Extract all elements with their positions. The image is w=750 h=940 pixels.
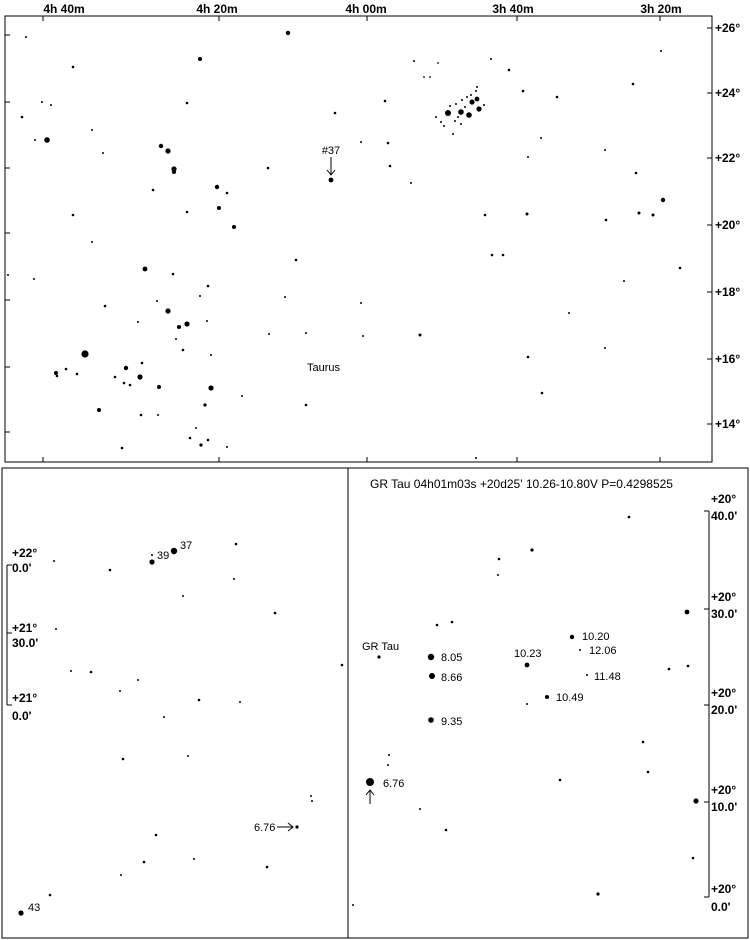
right-dec-deg-4: +20° xyxy=(711,783,737,797)
dec-label-20: +20° xyxy=(715,218,741,232)
right-dec-deg-5: +20° xyxy=(711,882,737,896)
dec-ticks xyxy=(5,28,712,432)
left-dec-min-1: 0.0' xyxy=(12,561,32,575)
mag-label-1023: 10.23 xyxy=(514,648,542,660)
zoom-chart-right xyxy=(348,468,748,938)
variable-star-label: GR Tau xyxy=(362,641,400,653)
right-dec-deg-1: +20° xyxy=(711,492,737,506)
left-stars xyxy=(18,543,343,916)
ra-label-4h00m: 4h 00m xyxy=(345,2,387,16)
left-dec-min-2: 30.0' xyxy=(12,636,39,650)
zoom-chart-left xyxy=(2,468,348,938)
star-label-37: 37 xyxy=(180,540,193,552)
ra-label-3h20m: 3h 20m xyxy=(640,2,682,16)
right-dec-deg-2: +20° xyxy=(711,590,737,604)
mag-label-1049: 10.49 xyxy=(556,692,584,704)
ra-ticks xyxy=(43,16,660,462)
mag-label-935: 9.35 xyxy=(441,716,463,728)
right-dec-min-1: 40.0' xyxy=(711,509,738,523)
mag-label-805: 8.05 xyxy=(441,652,463,664)
right-dec-min-4: 10.0' xyxy=(711,800,738,814)
comparison-arrow xyxy=(366,790,374,804)
ra-label-3h40m: 3h 40m xyxy=(492,2,534,16)
left-dec-min-3: 0.0' xyxy=(12,709,32,723)
right-dec-deg-3: +20° xyxy=(711,686,737,700)
highlight-label: #37 xyxy=(321,145,341,157)
right-dec-min-3: 20.0' xyxy=(711,703,738,717)
mag-label-1020: 10.20 xyxy=(582,631,610,643)
left-dec-scale xyxy=(7,565,12,705)
dec-label-22: +22° xyxy=(715,151,741,165)
left-dec-deg-1: +22° xyxy=(12,546,38,560)
mag-label-866: 8.66 xyxy=(441,672,463,684)
pointer-label: 6.76 xyxy=(254,822,276,834)
mag-label-1148: 11.48 xyxy=(594,671,621,683)
right-dec-scale xyxy=(704,511,709,897)
dec-label-16: +16° xyxy=(715,352,741,366)
right-stars xyxy=(352,516,699,906)
ra-label-4h20m: 4h 20m xyxy=(196,2,238,16)
star-label-43: 43 xyxy=(28,902,41,914)
dec-label-26: +26° xyxy=(715,21,741,35)
left-dec-deg-2: +21° xyxy=(12,621,38,635)
mag-label-1206: 12.06 xyxy=(589,645,617,657)
left-dec-deg-3: +21° xyxy=(12,691,38,705)
right-frame xyxy=(348,468,748,938)
dec-label-24: +24° xyxy=(715,86,741,100)
dec-label-14: +14° xyxy=(715,417,741,431)
highlight-arrow xyxy=(327,157,335,175)
overview-chart xyxy=(5,2,740,462)
dec-label-18: +18° xyxy=(715,285,741,299)
right-dec-min-5: 0.0' xyxy=(711,900,731,914)
ra-label-4h40m: 4h 40m xyxy=(43,2,85,16)
overview-stars xyxy=(7,31,681,459)
star-label-39: 39 xyxy=(157,550,170,562)
left-frame xyxy=(2,468,348,938)
pointer-arrow xyxy=(277,823,293,831)
variable-title: GR Tau 04h01m03s +20d25' 10.26-10.80V P=0.4298525 xyxy=(370,477,673,491)
right-dec-min-2: 30.0' xyxy=(711,607,738,621)
overview-frame xyxy=(5,16,712,462)
mag-label-676: 6.76 xyxy=(383,778,405,790)
constellation-label: Taurus xyxy=(307,362,341,374)
